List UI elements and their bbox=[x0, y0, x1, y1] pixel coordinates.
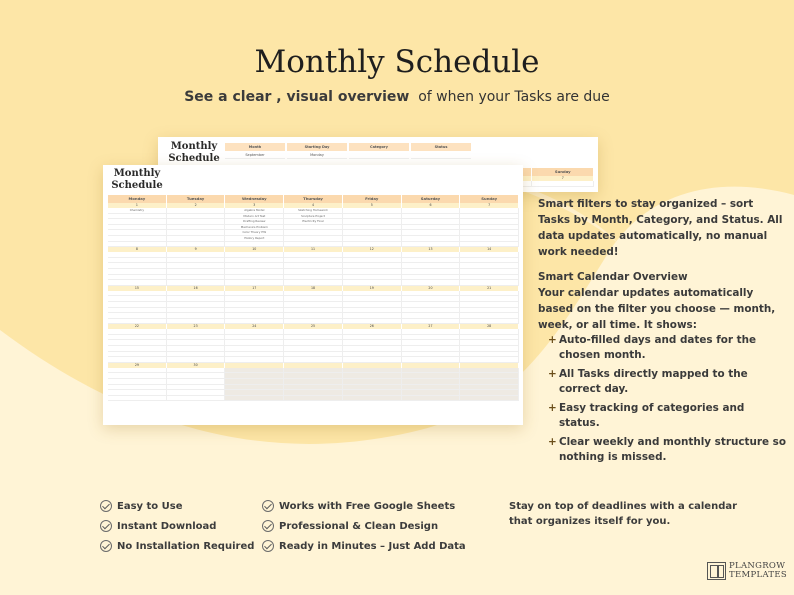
date-number-cell: 10 bbox=[225, 247, 284, 252]
bullet-text: All Tasks directly mapped to the correct day. bbox=[559, 368, 748, 395]
task-entry bbox=[532, 181, 593, 187]
filters-description: Smart filters to stay organized – sort Tasks by Month, Category, and Status. All data updates automatically, no manual work needed! bbox=[538, 198, 783, 258]
page-subtitle bbox=[0, 89, 794, 105]
bullet-item bbox=[548, 401, 788, 431]
front-sheet bbox=[103, 165, 523, 425]
day-column bbox=[343, 252, 402, 286]
day-header-cell: Friday bbox=[343, 195, 402, 203]
week-task-rows bbox=[108, 368, 519, 402]
day-column bbox=[284, 368, 343, 402]
feature-label: Works with Free Google Sheets bbox=[279, 500, 456, 512]
date-number-cell: 6 bbox=[402, 203, 461, 208]
feature-google-sheets bbox=[262, 499, 455, 513]
task-entry: Drafting Review bbox=[225, 219, 283, 225]
day-column bbox=[402, 208, 461, 247]
bullet-text: Auto-filled days and dates for the chosen month. bbox=[559, 334, 757, 361]
day-column bbox=[108, 252, 167, 286]
overview-title: Smart Calendar Overview bbox=[538, 271, 688, 283]
day-column bbox=[284, 208, 343, 247]
logo-text bbox=[729, 562, 787, 580]
day-column bbox=[284, 252, 343, 286]
front-day-header bbox=[108, 195, 519, 203]
date-number-cell: 7 bbox=[460, 203, 519, 208]
task-entry: Mechanics Problem bbox=[225, 225, 283, 231]
task-entry bbox=[284, 396, 342, 402]
day-column bbox=[167, 252, 226, 286]
filter-value-cell bbox=[349, 151, 409, 159]
day-column bbox=[167, 208, 226, 247]
day-header-cell: Saturday bbox=[402, 195, 461, 203]
date-number-cell: 13 bbox=[402, 247, 461, 252]
day-column bbox=[108, 291, 167, 325]
overview-bullets bbox=[548, 333, 788, 469]
plus-icon: + bbox=[548, 334, 557, 346]
front-calendar bbox=[108, 195, 519, 401]
day-column bbox=[108, 208, 167, 247]
filter-value-cell: September bbox=[225, 151, 285, 159]
feature-instant-download bbox=[100, 519, 216, 533]
filter-headers bbox=[225, 143, 473, 151]
day-column bbox=[225, 368, 284, 402]
week-task-rows bbox=[108, 329, 519, 363]
day-header-cell: Sunday bbox=[460, 195, 519, 203]
feature-easy-to-use bbox=[100, 499, 183, 513]
feature-no-installation bbox=[100, 539, 254, 553]
page-title: Monthly Schedule bbox=[254, 44, 540, 80]
day-column bbox=[402, 252, 461, 286]
date-number-cell: 17 bbox=[225, 286, 284, 291]
day-column bbox=[225, 291, 284, 325]
day-column bbox=[460, 329, 519, 363]
date-number-cell: 29 bbox=[108, 363, 167, 368]
overview-body: Your calendar updates automatically based on the filter you choose — month, week, or all time. It shows: bbox=[538, 287, 776, 331]
day-column bbox=[167, 368, 226, 402]
logo-icon bbox=[707, 562, 726, 580]
feature-label: Instant Download bbox=[117, 520, 217, 532]
filter-table bbox=[225, 143, 473, 159]
task-entry: History Report bbox=[225, 236, 283, 242]
bullet-text: Clear weekly and monthly structure so nothing is missed. bbox=[559, 436, 786, 463]
task-entry: Electricity Final bbox=[284, 219, 342, 225]
feature-ready-in-minutes bbox=[262, 539, 466, 553]
front-sheet-title: Monthly Schedule bbox=[111, 168, 163, 191]
feature-label: No Installation Required bbox=[117, 540, 255, 552]
day-column bbox=[402, 291, 461, 325]
task-entry: Modern Art Test bbox=[225, 214, 283, 220]
week-task-rows bbox=[108, 291, 519, 325]
date-number-cell: 30 bbox=[167, 363, 226, 368]
task-entry bbox=[108, 396, 166, 402]
day-column bbox=[167, 329, 226, 363]
date-number-cell: 27 bbox=[402, 324, 461, 329]
date-number-cell: 9 bbox=[167, 247, 226, 252]
day-column bbox=[343, 329, 402, 363]
date-number-cell: 28 bbox=[460, 324, 519, 329]
filter-header-cell: Status bbox=[411, 143, 471, 151]
filter-value-cell: Monday bbox=[287, 151, 347, 159]
task-entry bbox=[343, 396, 401, 402]
day-column bbox=[225, 329, 284, 363]
date-number-cell: 24 bbox=[225, 324, 284, 329]
task-entry: Algebra Model bbox=[225, 208, 283, 214]
task-entry bbox=[225, 396, 283, 402]
subtitle-bold: See a clear , visual overview bbox=[184, 89, 410, 105]
day-column bbox=[460, 252, 519, 286]
tagline: Stay on top of deadlines with a calendar that organizes itself for you. bbox=[509, 501, 738, 527]
day-header-cell: Wednesday bbox=[225, 195, 284, 203]
day-column bbox=[532, 181, 594, 187]
date-number-cell: 4 bbox=[284, 203, 343, 208]
logo-line-2: TEMPLATES bbox=[729, 570, 788, 580]
date-number-cell: 7 bbox=[532, 176, 594, 181]
day-column bbox=[343, 368, 402, 402]
task-entry: Sketching Homework bbox=[284, 208, 342, 214]
date-number-cell: 22 bbox=[108, 324, 167, 329]
check-circle-icon bbox=[262, 520, 274, 532]
day-column bbox=[460, 291, 519, 325]
check-circle-icon bbox=[262, 540, 274, 552]
feature-label: Professional & Clean Design bbox=[279, 520, 439, 532]
feature-label: Easy to Use bbox=[117, 500, 183, 512]
feature-label: Ready in Minutes – Just Add Data bbox=[279, 540, 466, 552]
day-column bbox=[108, 329, 167, 363]
date-number-cell: 11 bbox=[284, 247, 343, 252]
day-column bbox=[225, 252, 284, 286]
plus-icon: + bbox=[548, 368, 557, 380]
date-number-cell: 18 bbox=[284, 286, 343, 291]
task-entry bbox=[460, 396, 518, 402]
week-task-rows bbox=[108, 252, 519, 286]
task-entry bbox=[167, 396, 225, 402]
date-number-cell: 16 bbox=[167, 286, 226, 291]
day-column bbox=[225, 208, 284, 247]
check-circle-icon bbox=[100, 540, 112, 552]
date-number-cell: 5 bbox=[343, 203, 402, 208]
date-number-cell: 25 bbox=[284, 324, 343, 329]
week-task-rows bbox=[108, 208, 519, 247]
date-number-cell: 14 bbox=[460, 247, 519, 252]
check-circle-icon bbox=[262, 500, 274, 512]
day-header-cell: Sunday bbox=[532, 168, 594, 176]
filter-header-cell: Category bbox=[349, 143, 409, 151]
day-column bbox=[167, 291, 226, 325]
date-number-cell: 2 bbox=[167, 203, 226, 208]
day-column bbox=[343, 208, 402, 247]
day-column bbox=[460, 208, 519, 247]
filter-header-cell: Month bbox=[225, 143, 285, 151]
bullet-item bbox=[548, 435, 788, 465]
date-number-cell: 12 bbox=[343, 247, 402, 252]
filter-values bbox=[225, 151, 473, 159]
filter-header-cell: Starting Day bbox=[287, 143, 347, 151]
plus-icon: + bbox=[548, 436, 557, 448]
date-number-cell: 21 bbox=[460, 286, 519, 291]
task-entry: Sculpture Project bbox=[284, 214, 342, 220]
bullet-text: Easy tracking of categories and status. bbox=[559, 402, 745, 429]
check-circle-icon bbox=[100, 520, 112, 532]
day-header-cell: Tuesday bbox=[167, 195, 226, 203]
date-number-cell: 20 bbox=[402, 286, 461, 291]
feature-clean-design bbox=[262, 519, 438, 533]
check-circle-icon bbox=[100, 500, 112, 512]
day-column bbox=[284, 329, 343, 363]
date-number-cell: 3 bbox=[225, 203, 284, 208]
bullet-item bbox=[548, 367, 788, 397]
brand-logo bbox=[707, 562, 787, 580]
day-column bbox=[402, 368, 461, 402]
task-entry bbox=[402, 396, 460, 402]
bullet-item bbox=[548, 333, 788, 363]
day-column bbox=[284, 291, 343, 325]
filter-value-cell bbox=[411, 151, 471, 159]
day-column bbox=[108, 368, 167, 402]
plus-icon: + bbox=[548, 402, 557, 414]
date-number-cell: 8 bbox=[108, 247, 167, 252]
day-column bbox=[343, 291, 402, 325]
day-header-cell: Thursday bbox=[284, 195, 343, 203]
day-column bbox=[402, 329, 461, 363]
task-entry: Color Theory HW bbox=[225, 230, 283, 236]
day-column bbox=[460, 368, 519, 402]
date-number-cell: 19 bbox=[343, 286, 402, 291]
date-number-cell: 23 bbox=[167, 324, 226, 329]
date-number-cell: 15 bbox=[108, 286, 167, 291]
logo-line-1: PLANGROW bbox=[729, 561, 786, 571]
back-sheet-title: Monthly Schedule bbox=[168, 141, 220, 164]
day-header-cell: Monday bbox=[108, 195, 167, 203]
task-entry: Chemistry bbox=[108, 208, 166, 214]
date-number-cell: 26 bbox=[343, 324, 402, 329]
date-number-cell: 1 bbox=[108, 203, 167, 208]
subtitle-rest: of when your Tasks are due bbox=[418, 89, 610, 105]
